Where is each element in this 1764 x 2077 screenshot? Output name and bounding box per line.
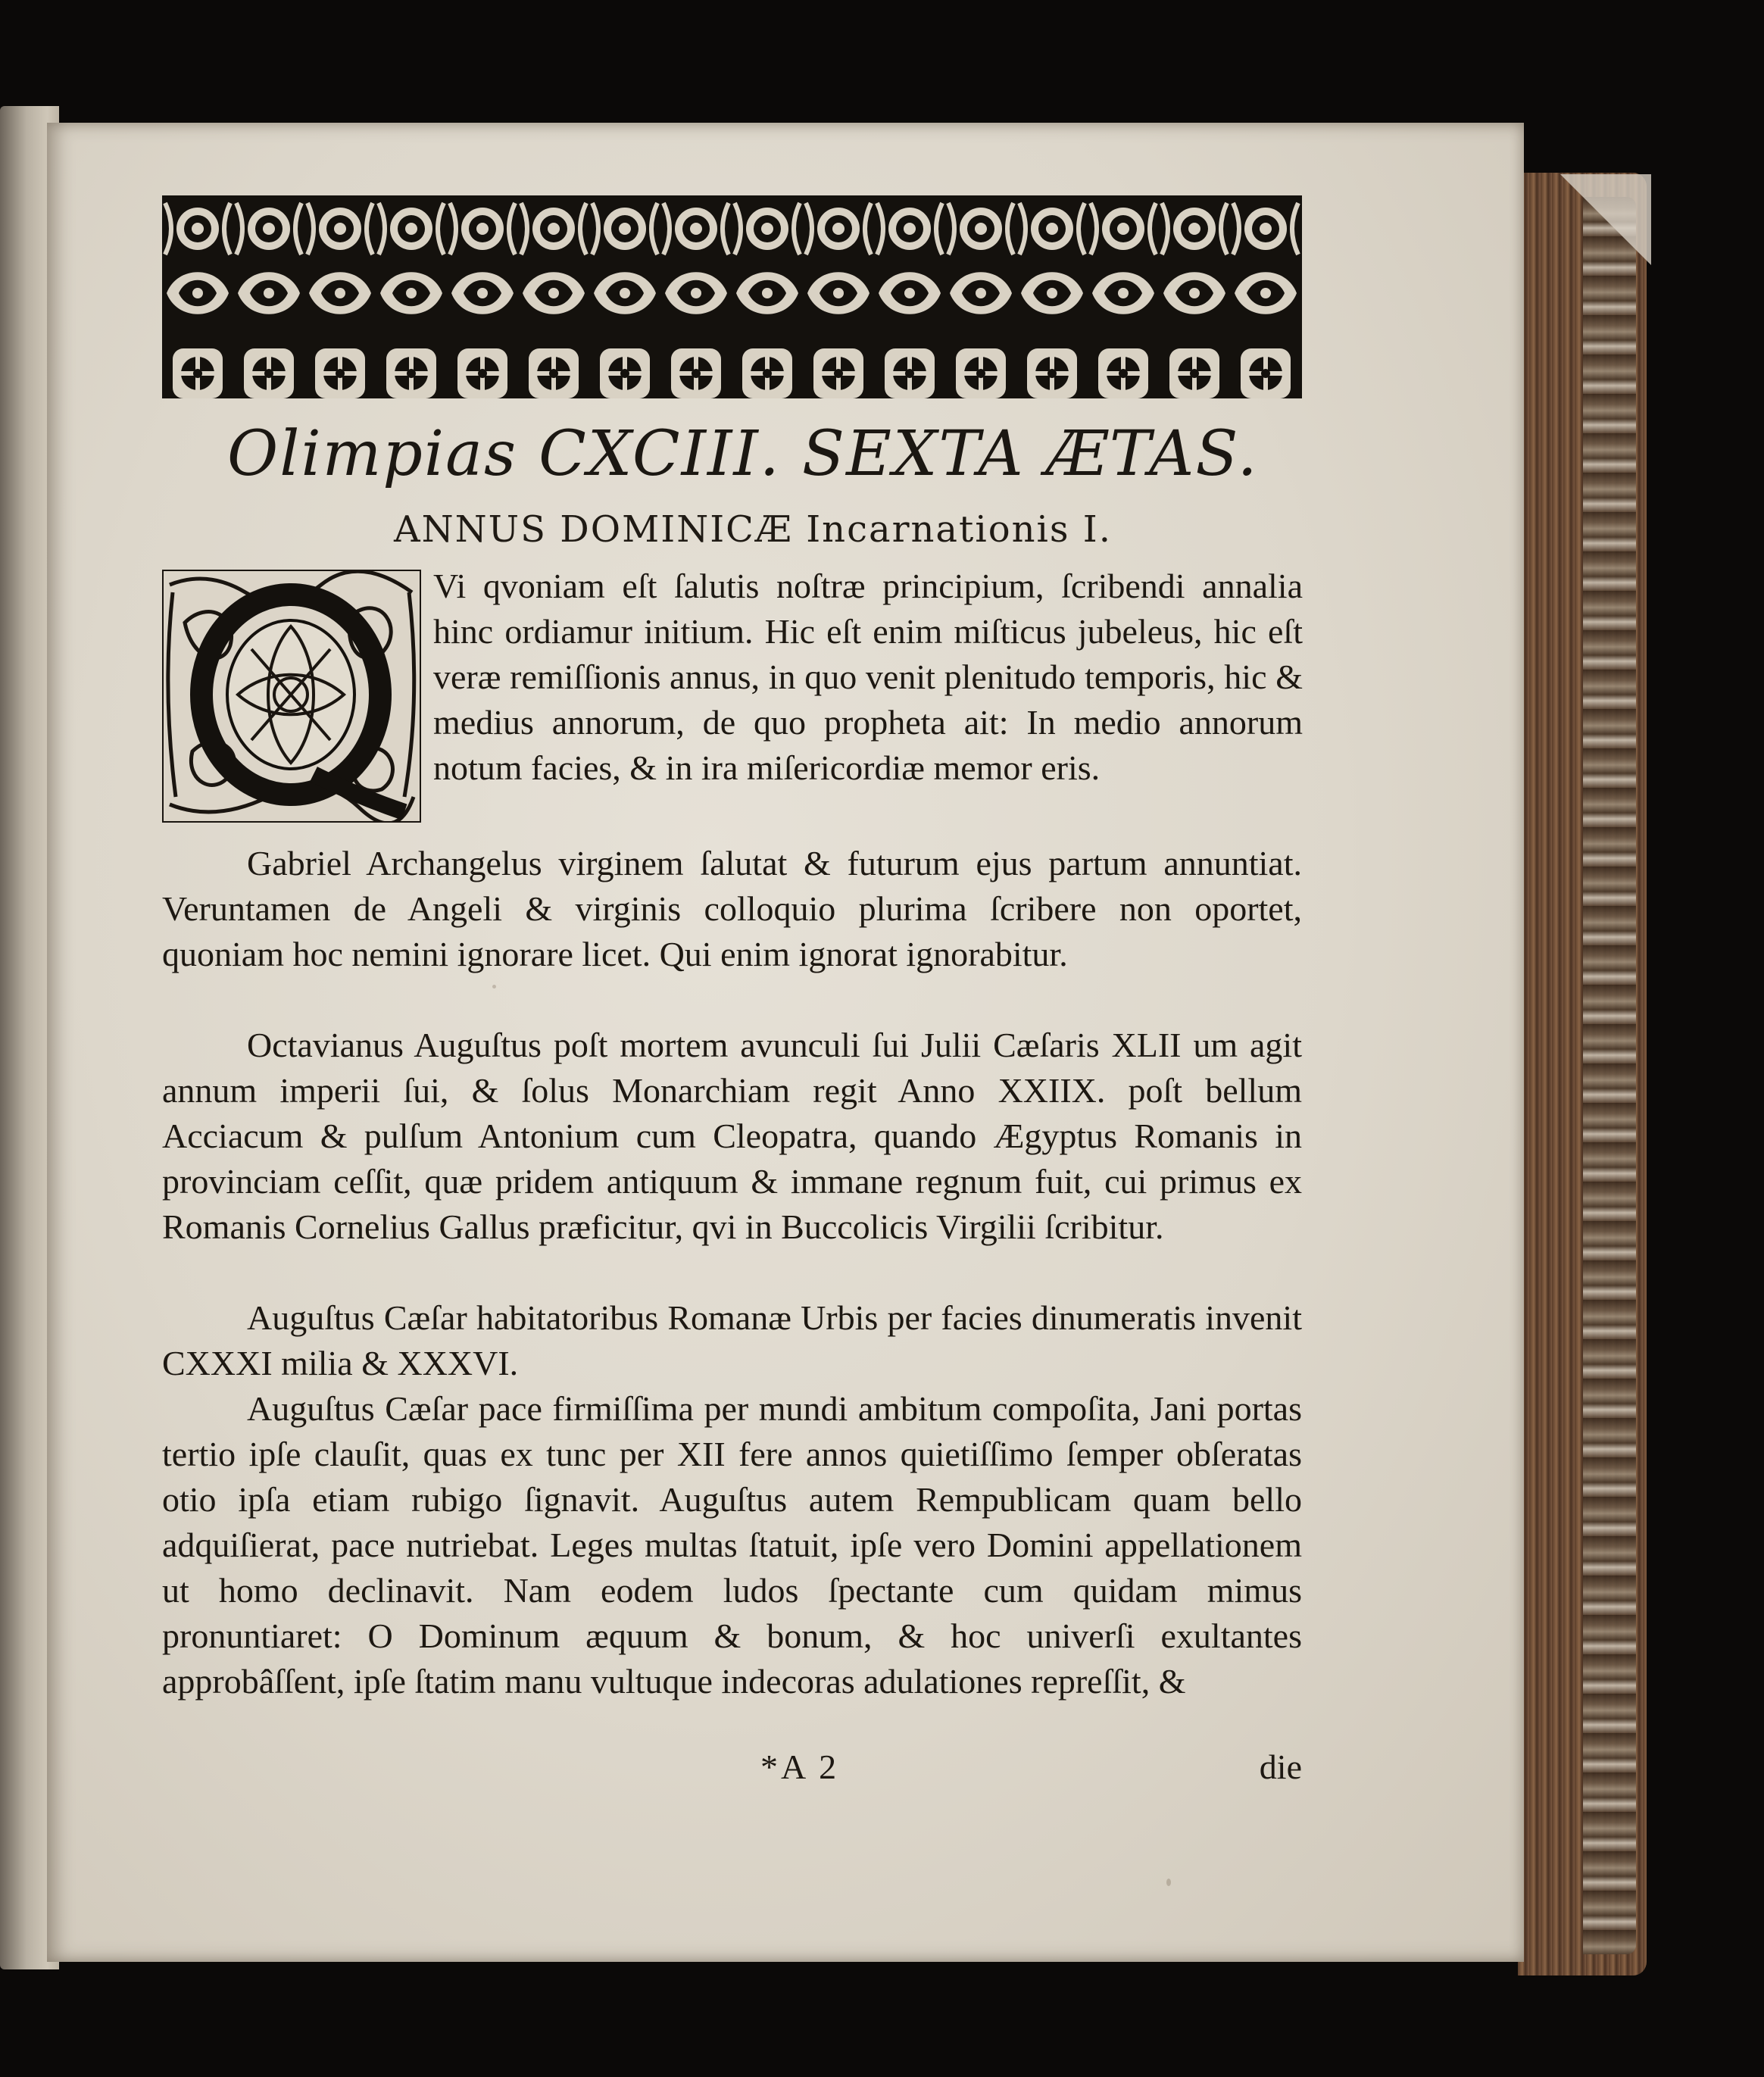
- paragraph-jani-portas: [162, 1386, 1302, 1704]
- ornamental-headpiece: [162, 195, 1302, 398]
- paragraph-text: Octavianus Auguſtus poſt mortem avunculi ſui Julii Cæſaris XLII um agit annum imperii ſui, & ſolus Monarchiam regit Anno XXIIX. poſt bellum Acciacum & pulſum Antonium cum Cleopatra, quando Ægyptus Romanis in provinciam ceſſit, quæ pridem antiquum & immane regnum fuit, cui primus ex Romanis Cornelius Gallus præficitur, qvi in Buccolicis Virgilii ſcribitur.: [162, 1026, 1302, 1246]
- marbled-edge: [1583, 197, 1636, 1954]
- paper-speck: [1166, 1879, 1171, 1886]
- paragraph-census: [162, 1295, 1302, 1386]
- catchword: die: [1259, 1747, 1302, 1786]
- signature-mark: *A 2: [760, 1747, 840, 1786]
- paragraph-text: Gabriel Archangelus virginem ſalutat & futurum ejus partum annuntiat. Veruntamen de Angeli & virginis colloquio plurima ſcribere non oportet, quoniam hoc nemini ignorare licet. Qui enim ignorat ignorabitur.: [162, 844, 1302, 973]
- paragraph-gabriel: [162, 841, 1302, 977]
- opening-paragraph-text: Vi qvoniam eſt ſalutis noſtræ principium, ſcribendi annalia hinc ordiamur initium. Hic eſt enim miſticus jubeleus, hic eſt veræ remiſſionis annus, in quo venit plenitudo temporis, hic & medius annorum, de quo propheta ait: In medio annorum notum facies, & in ira miſericordiæ memor eris.: [433, 567, 1303, 787]
- paragraph-octavianus: [162, 1023, 1302, 1250]
- section-heading: ANNUS DOMINICÆ Incarnationis I.: [394, 508, 1112, 551]
- paper-speck: [492, 985, 496, 989]
- opening-paragraph: [433, 564, 1303, 791]
- page-footer: [162, 1747, 1302, 1795]
- page-title: Olimpias CXCIII. SEXTA ÆTAS.: [227, 418, 1259, 490]
- paragraph-text: Auguſtus Cæſar pace firmiſſima per mundi ambitum compoſita, Jani portas tertio ipſe clauſit, quas ex tunc per XII fere annos quietiſſimo ſemper obſeratas otio ipſa etiam rubigo ſignavit. Auguſtus autem Rempublicam quam bello adquiſierat, pace nutriebat. Leges multas ſtatuit, ipſe vero Domini appellationem ut homo declinavit. Nam eodem ludos ſpectante cum quidam mimus pronuntiaret: O Dominum æquum & bonum, & hoc univerſi exultantes approbâſſent, ipſe ſtatim manu vultuque indecoras adulationes repreſſit, &: [162, 1389, 1302, 1701]
- decorated-initial-Q: [162, 570, 421, 823]
- paragraph-text: Auguſtus Cæſar habitatoribus Romanæ Urbis per facies dinumeratis invenit CXXXI milia & XXXVI.: [162, 1298, 1302, 1382]
